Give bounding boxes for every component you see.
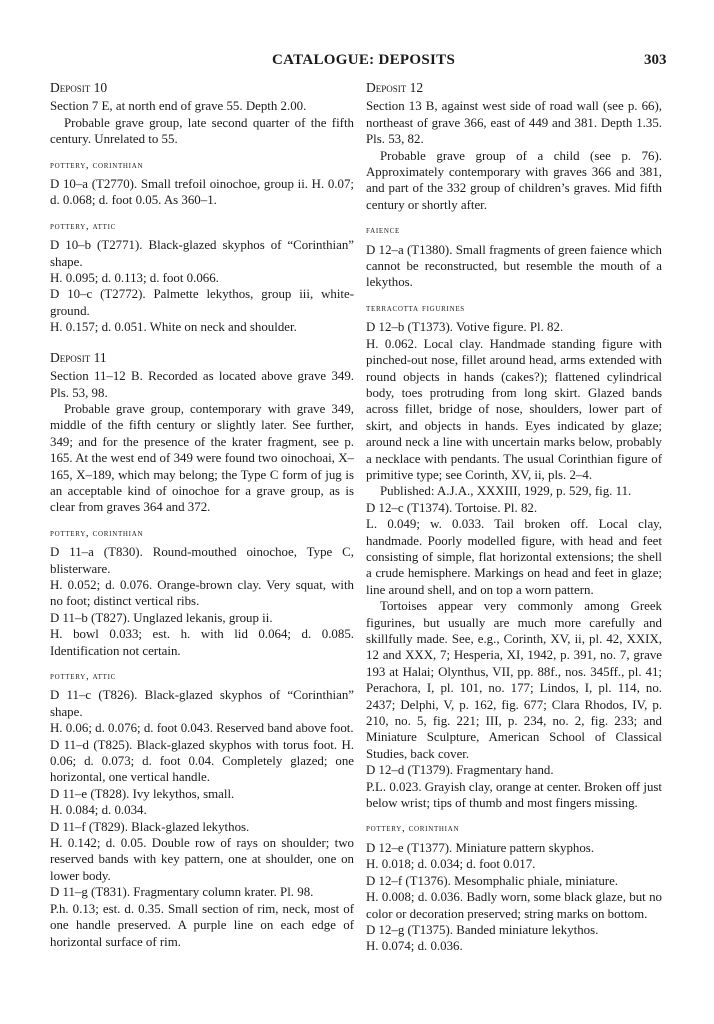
deposit-10-heading: Deposit 10: [50, 80, 108, 95]
deposit-12-heading: Deposit 12: [366, 80, 424, 95]
catalogue-entry-detail: H. 0.095; d. 0.113; d. foot 0.066.: [50, 271, 219, 286]
page-number: 303: [644, 52, 667, 68]
commentary-paragraph: Tortoises appear very commonly among Greek figurines, but usually are much more carefully and skillfully made. See, e.g., Corinth, XV, ii, pl. 42, XXIX, 12 and XXX, 7; Hesperia, XI, 1942, p. 391, no. 7, grave 193 at Halai; Olynthus, VII, pp. 88f., nos. 345ff., pl. 41; Perachora, I, pl. 101, no. 177; Lindos, I, pl. 114, no. 2437; Delphi, V, p. 162, fig. 677; Clara Rhodos, IV, p. 210, no. 5, fig. 221; III, p. 234, no. 2, fig. 233; and Miniature Sculpture, American School of Classical Studies, back cover.: [366, 599, 662, 761]
section-label: pottery, corinthian: [50, 527, 144, 539]
section-label: pottery, corinthian: [50, 159, 144, 171]
catalogue-entry: D 11–a (T830). Round-mouthed oinochoe, Type C, blisterware.: [50, 545, 354, 576]
catalogue-entry-detail: H. 0.062. Local clay. Handmade standing figure with pinched-out nose, fillet around head, arms extended with round objects in hands (cakes?); flattened cylindrical body, toes protruding from long skirt. Glazed bands across fillet, bridge of nose, shoulders, lower part of skirt, and objects in hands. Eyes indicated by glaze; around neck a line with uncertain marks below, probably a necklace with pendants. The usual Corinthian figure of primitive type; see Corinth, XV, ii, pls. 2–4.: [366, 336, 662, 482]
running-header: CATALOGUE: DEPOSITS: [272, 52, 456, 68]
catalogue-entry-detail: H. 0.084; d. 0.034.: [50, 803, 147, 818]
catalogue-entry: D 12–d (T1379). Fragmentary hand.: [366, 763, 554, 778]
catalogue-entry-detail: H. bowl 0.033; est. h. with lid 0.064; d. 0.085. Identification not certain.: [50, 627, 354, 658]
catalogue-entry-detail: H. 0.142; d. 0.05. Double row of rays on shoulder; two reserved bands with key pattern, one at shoulder, one on lower body.: [50, 836, 354, 883]
catalogue-entry: D 10–a (T2770). Small trefoil oinochoe, group ii. H. 0.07; d. 0.068; d. foot 0.05. As 360–1.: [50, 177, 354, 208]
catalogue-entry: D 11–b (T827). Unglazed lekanis, group ii.: [50, 610, 273, 625]
catalogue-entry: D 10–b (T2771). Black-glazed skyphos of “Corinthian” shape.: [50, 238, 354, 269]
catalogue-entry: D 11–d (T825). Black-glazed skyphos with torus foot. H. 0.06; d. 0.073; d. foot 0.04. Completely glazed; one horizontal, one vertical handle.: [50, 737, 354, 785]
right-column: [366, 80, 662, 955]
catalogue-entry: D 12–c (T1374). Tortoise. Pl. 82.: [366, 500, 538, 515]
catalogue-entry-detail: H. 0.018; d. 0.034; d. foot 0.017.: [366, 857, 536, 872]
deposit-11-text: Probable grave group, contemporary with grave 349, middle of the fifth century or slightly later. See further, 349; and for the presence of the krater fragment, see p. 165. At the west end of 349 were found two oinochoai, X–165, X–189, which may belong; the Type C form of jug is an acceptable kind of oinochoe for a grave group, as is clear from graves 364 and 372.: [50, 401, 354, 515]
publication-note: Published: A.J.A., XXXIII, 1929, p. 529, fig. 11.: [380, 484, 632, 499]
section-label: faience: [366, 225, 400, 237]
catalogue-entry: D 11–e (T828). Ivy lekythos, small.: [50, 786, 235, 801]
deposit-11-intro: Section 11–12 B. Recorded as located above grave 349. Pls. 53, 98.: [50, 369, 354, 400]
catalogue-entry-detail: H. 0.052; d. 0.076. Orange-brown clay. Very squat, with no foot; distinct vertical ribs.: [50, 577, 354, 609]
section-label: pottery, attic: [50, 671, 116, 682]
section-label: pottery, attic: [50, 220, 116, 232]
left-column: [50, 80, 354, 950]
catalogue-entry: D 12–f (T1376). Mesomphalic phiale, miniature.: [366, 873, 619, 888]
catalogue-entry: D 12–g (T1375). Banded miniature lekythos.: [366, 922, 599, 937]
catalogue-entry-detail: P.h. 0.13; est. d. 0.35. Small section of rim, neck, most of one handle preserved. A purple line on each edge of horizontal surface of rim.: [50, 901, 354, 949]
catalogue-entry: D 12–b (T1373). Votive figure. Pl. 82.: [366, 320, 564, 335]
section-label: terracotta figurines: [366, 302, 465, 314]
catalogue-entry-detail: L. 0.049; w. 0.033. Tail broken off. Local clay, handmade. Poorly modelled figure, with head and feet consisting of simple, flat horizontal extensions; the shell a crude hemisphere. Markings on head and feet in glaze; line around shell, and on top a worn pattern.: [366, 517, 662, 597]
catalogue-entry: D 11–f (T829). Black-glazed lekythos.: [50, 819, 250, 834]
deposit-12-text: Probable grave group of a child (see p. 76). Approximately contemporary with graves 366 and 381, and part of the 332 group of children’s graves. Mid fifth century or shortly after.: [366, 148, 662, 212]
deposit-12-intro: Section 13 B, against west side of road wall (see p. 66), northeast of grave 366, east of 449 and 381. Depth 1.35. Pls. 53, 82.: [366, 99, 662, 147]
deposit-10-intro: Section 7 E, at north end of grave 55. Depth 2.00.: [50, 99, 307, 114]
section-label: pottery, corinthian: [366, 823, 460, 835]
catalogue-entry-detail: H. 0.008; d. 0.036. Badly worn, some black glaze, but no color or decoration preserved; string marks on bottom.: [366, 890, 662, 921]
deposit-11-heading: Deposit 11: [50, 349, 107, 365]
catalogue-entry: D 12–a (T1380). Small fragments of green faience which cannot be reconstructed, but resemble the mouth of a lekythos.: [366, 242, 662, 290]
catalogue-entry: D 11–g (T831). Fragmentary column krater. Pl. 98.: [50, 885, 314, 900]
catalogue-entry-detail: H. 0.157; d. 0.051. White on neck and shoulder.: [50, 320, 297, 335]
deposit-10-text: Probable grave group, late second quarter of the fifth century. Unrelated to 55.: [50, 115, 354, 147]
catalogue-entry: D 10–c (T2772). Palmette lekythos, group iii, white-ground.: [50, 287, 354, 318]
catalogue-entry-detail: H. 0.06; d. 0.076; d. foot 0.043. Reserved band above foot.: [50, 721, 354, 736]
catalogue-entry: D 11–c (T826). Black-glazed skyphos of “Corinthian” shape.: [50, 688, 354, 719]
catalogue-entry: D 12–e (T1377). Miniature pattern skyphos.: [366, 840, 595, 855]
catalogue-entry-detail: H. 0.074; d. 0.036.: [366, 939, 463, 954]
catalogue-entry-detail: P.L. 0.023. Grayish clay, orange at center. Broken off just below wrist; tips of thumb and most fingers missing.: [366, 779, 662, 811]
